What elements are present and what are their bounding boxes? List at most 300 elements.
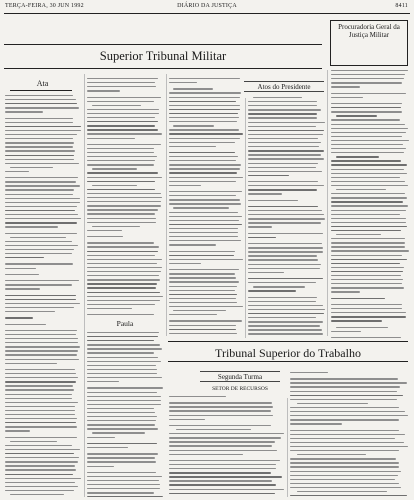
- text-line: [290, 382, 407, 383]
- procuradoria-heading: Procuradoria Geral da Justiça Militar: [338, 23, 400, 39]
- text-line: [169, 152, 235, 153]
- text-line: [5, 214, 78, 215]
- text-line: [5, 437, 77, 438]
- text-line: [5, 146, 73, 147]
- text-line: [176, 429, 251, 430]
- text-line: [87, 492, 154, 493]
- column-divider: [245, 98, 246, 338]
- text-line: [169, 320, 242, 321]
- text-line: [169, 199, 240, 200]
- text-line: [5, 478, 81, 479]
- text-line: [331, 181, 405, 182]
- text-line: [290, 479, 395, 480]
- text-line: [5, 163, 79, 164]
- text-line: [169, 306, 243, 307]
- text-line: [87, 304, 155, 305]
- text-line: [5, 268, 36, 269]
- text-line: [331, 263, 400, 264]
- text-line: [5, 181, 76, 182]
- text-line: [87, 181, 155, 182]
- text-line: [169, 480, 272, 481]
- text-line: [248, 233, 323, 234]
- text-line: [248, 309, 325, 310]
- text-line: [169, 454, 243, 455]
- text-line: [331, 119, 400, 120]
- text-line: [5, 338, 78, 339]
- text-line: [87, 472, 156, 473]
- text-line: [87, 246, 159, 247]
- text-line: [331, 201, 403, 202]
- text-line: [5, 465, 75, 466]
- text-line: [87, 263, 157, 264]
- text-line: [290, 487, 401, 488]
- text-line: [87, 125, 155, 126]
- text-line: [5, 189, 74, 190]
- text-line: [5, 288, 40, 289]
- text-line: [87, 82, 155, 83]
- text-line: [5, 410, 75, 411]
- text-line: [5, 198, 80, 199]
- text-line: [5, 171, 29, 172]
- text-line: [169, 460, 280, 461]
- text-line: [331, 312, 406, 313]
- text-line: [169, 113, 238, 114]
- text-line: [290, 399, 397, 400]
- text-line: [331, 193, 405, 194]
- text-line: [87, 275, 159, 276]
- text-line: [169, 281, 239, 282]
- text-line: [87, 357, 158, 358]
- text-line: [248, 126, 316, 127]
- text-line: [253, 286, 305, 287]
- text-line: [87, 292, 160, 293]
- text-line: [169, 97, 240, 98]
- text-line: [169, 168, 240, 169]
- text-line: [248, 329, 322, 330]
- section-title-tst: Tribunal Superior do Trabalho: [168, 341, 408, 362]
- column-divider: [287, 398, 288, 497]
- text-line: [87, 400, 161, 401]
- text-line: [331, 308, 402, 309]
- text-line: [248, 313, 324, 314]
- text-line: [5, 350, 78, 351]
- text-line: [5, 241, 72, 242]
- text-line: [5, 130, 81, 131]
- text-line: [87, 97, 161, 98]
- text-line: [169, 129, 239, 130]
- text-line: [248, 297, 317, 298]
- text-line: [290, 395, 403, 396]
- text-line: [248, 237, 276, 238]
- text-line: [87, 476, 162, 477]
- text-line: [169, 286, 237, 287]
- text-line: [248, 134, 323, 135]
- text-line: [169, 142, 235, 143]
- text-line: [5, 155, 74, 156]
- text-line: [169, 419, 205, 420]
- text-line: [5, 324, 46, 325]
- text-line: [169, 251, 235, 252]
- text-line: [169, 109, 240, 110]
- text-line: [87, 230, 122, 231]
- subhead-ata: Ata: [36, 79, 49, 88]
- text-line: [290, 446, 408, 447]
- text-line: [169, 117, 239, 118]
- text-line: [5, 257, 44, 258]
- text-line: [87, 404, 161, 405]
- text-line: [331, 255, 402, 256]
- text-line: [87, 396, 161, 397]
- text-line: [248, 185, 324, 186]
- text-line: [169, 433, 284, 434]
- text-line: [87, 480, 159, 481]
- text-line: [331, 111, 402, 112]
- text-line: [290, 483, 399, 484]
- text-line: [173, 207, 229, 208]
- text-line: [87, 420, 156, 421]
- text-line: [169, 476, 282, 477]
- text-line: [87, 300, 160, 301]
- text-line: [5, 111, 43, 112]
- text-line: [5, 159, 74, 160]
- text-line: [290, 466, 399, 467]
- text-line: [5, 150, 75, 151]
- text-line: [169, 138, 240, 139]
- text-line: [290, 372, 328, 373]
- text-line: [248, 333, 323, 334]
- text-line: [169, 277, 236, 278]
- text-line: [87, 369, 157, 370]
- text-line: [336, 327, 388, 328]
- text-line: [331, 93, 406, 94]
- text-line: [5, 299, 76, 300]
- text-line: [290, 407, 399, 408]
- text-line: [169, 425, 271, 426]
- text-line: [169, 269, 239, 270]
- text-line: [248, 272, 284, 273]
- text-line: [331, 197, 407, 198]
- text-line: [169, 181, 236, 182]
- text-line: [5, 177, 78, 178]
- text-line: [169, 314, 217, 315]
- text-line: [5, 474, 73, 475]
- text-line: [248, 193, 282, 194]
- text-line: [5, 354, 77, 355]
- text-line: [331, 250, 409, 251]
- text-line: [87, 201, 161, 202]
- text-line: [331, 97, 363, 98]
- text-line: [169, 290, 235, 291]
- text-line: [331, 173, 407, 174]
- text-line: [87, 222, 156, 223]
- text-line: [5, 346, 80, 347]
- text-line: [87, 287, 156, 288]
- text-line: [331, 226, 407, 227]
- text-line: [173, 125, 214, 126]
- text-line: [5, 381, 76, 382]
- text-line: [248, 181, 318, 182]
- text-line: [5, 482, 75, 483]
- text-line: [87, 408, 154, 409]
- text-line: [5, 253, 72, 254]
- text-line: [248, 282, 316, 283]
- text-line: [169, 212, 238, 213]
- text-line: [5, 226, 58, 227]
- text-line: [87, 361, 161, 362]
- text-line: [248, 154, 321, 155]
- text-line: [248, 222, 321, 223]
- text-line: [331, 316, 406, 317]
- text-line: [169, 445, 272, 446]
- text-line: [87, 144, 161, 145]
- text-line: [248, 317, 316, 318]
- text-line: [331, 271, 403, 272]
- text-line: [5, 122, 73, 123]
- text-line: [5, 280, 79, 281]
- text-line: [169, 160, 236, 161]
- text-line: [169, 396, 226, 397]
- text-line: [5, 138, 73, 139]
- text-line: [331, 107, 401, 108]
- text-line: [169, 232, 238, 233]
- text-line: [248, 247, 323, 248]
- text-line: [169, 415, 273, 416]
- text-line: [87, 373, 157, 374]
- text-line: [248, 138, 318, 139]
- text-column-2-lower: [87, 332, 163, 497]
- text-line: [87, 283, 157, 284]
- text-line: [169, 468, 276, 469]
- text-line: [290, 423, 342, 424]
- text-line: [248, 264, 321, 265]
- text-line: [87, 447, 128, 448]
- text-line: [331, 74, 405, 75]
- text-line: [5, 406, 75, 407]
- text-line: [331, 144, 403, 145]
- text-line: [290, 411, 405, 412]
- text-line: [5, 142, 74, 143]
- text-line: [87, 332, 159, 333]
- header-journal-title: DIÁRIO DA JUSTIÇA: [177, 3, 237, 9]
- text-line: [87, 437, 115, 438]
- text-line: [87, 133, 162, 134]
- text-line: [87, 377, 162, 378]
- text-line: [331, 148, 406, 149]
- text-line: [331, 210, 406, 211]
- text-line: [5, 342, 78, 343]
- text-line: [248, 130, 324, 131]
- text-line: [331, 291, 360, 292]
- text-line: [331, 230, 401, 231]
- text-line: [87, 160, 155, 161]
- text-line: [5, 418, 77, 419]
- text-line: [5, 334, 76, 335]
- text-line: [290, 475, 398, 476]
- text-line: [169, 164, 241, 165]
- text-line: [87, 78, 158, 79]
- text-line: [87, 314, 154, 315]
- text-line: [92, 432, 146, 433]
- text-line: [248, 226, 272, 227]
- text-line: [290, 415, 408, 416]
- text-line: [5, 486, 78, 487]
- text-line: [169, 236, 238, 237]
- text-line: [248, 255, 317, 256]
- text-line: [87, 412, 155, 413]
- text-line: [297, 454, 366, 455]
- text-line: [169, 191, 242, 192]
- text-line: [87, 213, 155, 214]
- text-line: [248, 171, 322, 172]
- text-column-4: [248, 97, 325, 337]
- text-line: [248, 200, 298, 201]
- text-line: [169, 259, 243, 260]
- text-line: [248, 259, 318, 260]
- text-line: [87, 152, 154, 153]
- text-line: [92, 226, 140, 227]
- text-line: [331, 185, 408, 186]
- text-line: [5, 263, 73, 264]
- text-line: [10, 167, 53, 168]
- text-line: [87, 242, 154, 243]
- text-line: [87, 308, 132, 309]
- text-line: [331, 124, 405, 125]
- text-line: [5, 426, 77, 427]
- text-line: [169, 220, 239, 221]
- text-line: [331, 242, 405, 243]
- subhead-atos-presidente: Atos do Presidente: [244, 81, 324, 92]
- text-line: [5, 445, 72, 446]
- text-line: [5, 126, 81, 127]
- ata-underline: [10, 90, 72, 91]
- text-line: [248, 218, 325, 219]
- text-line: [87, 457, 155, 458]
- text-line: [169, 224, 242, 225]
- header-rule: [4, 13, 410, 14]
- text-line: [331, 140, 409, 141]
- subhead-segunda-turma: Segunda Turma: [200, 371, 280, 382]
- text-line: [87, 443, 157, 444]
- text-line: [297, 491, 387, 492]
- text-line: [87, 101, 154, 102]
- text-line: [87, 381, 119, 382]
- text-line: [248, 321, 323, 322]
- text-line: [87, 336, 158, 337]
- column-divider: [327, 70, 328, 336]
- text-line: [169, 437, 281, 438]
- text-line: [87, 121, 158, 122]
- text-line: [169, 133, 243, 134]
- text-line: [173, 310, 226, 311]
- text-line: [290, 430, 399, 431]
- text-line: [5, 249, 74, 250]
- text-line: [87, 117, 155, 118]
- text-line: [290, 378, 398, 379]
- text-line: [5, 233, 77, 234]
- text-line: [5, 449, 80, 450]
- text-line: [248, 117, 317, 118]
- text-line: [5, 330, 77, 331]
- text-line: [5, 377, 78, 378]
- text-line: [331, 86, 360, 87]
- text-line: [87, 340, 154, 341]
- text-line: [336, 156, 379, 157]
- text-line: [290, 458, 396, 459]
- text-line: [331, 238, 405, 239]
- text-line: [248, 301, 316, 302]
- text-line: [248, 325, 320, 326]
- text-line: [331, 267, 404, 268]
- text-line: [248, 142, 321, 143]
- text-line: [5, 389, 74, 390]
- text-line: [169, 177, 243, 178]
- text-line: [331, 275, 401, 276]
- text-line: [169, 493, 275, 494]
- text-line: [169, 255, 234, 256]
- text-line: [5, 402, 78, 403]
- text-line: [248, 206, 318, 207]
- section-title-stm: Superior Tribunal Militar: [4, 44, 322, 69]
- text-line: [87, 255, 155, 256]
- subhead-setor-recursos: SETOR DE RECURSOS: [212, 386, 268, 392]
- text-line: [87, 271, 161, 272]
- text-line: [87, 156, 157, 157]
- text-line: [169, 101, 236, 102]
- text-line: [248, 109, 321, 110]
- text-line: [5, 414, 75, 415]
- text-line: [5, 99, 76, 100]
- text-line: [169, 228, 238, 229]
- text-line: [169, 240, 241, 241]
- text-line: [5, 222, 77, 223]
- text-line: [169, 472, 271, 473]
- text-line: [5, 206, 77, 207]
- text-line: [248, 105, 317, 106]
- text-line: [87, 197, 162, 198]
- text-line: [87, 352, 154, 353]
- column-divider: [84, 74, 85, 497]
- text-line: [5, 95, 73, 96]
- text-line: [169, 464, 276, 465]
- text-line: [87, 113, 159, 114]
- text-line: [87, 259, 162, 260]
- text-line: [331, 152, 404, 153]
- text-line: [290, 462, 399, 463]
- text-line: [87, 205, 161, 206]
- text-line: [290, 438, 395, 439]
- text-line: [87, 109, 159, 110]
- text-line: [169, 302, 237, 303]
- text-column-3: [169, 78, 243, 336]
- text-line: [331, 132, 406, 133]
- text-line: [87, 387, 163, 388]
- text-line: [331, 259, 407, 260]
- text-line: [331, 298, 385, 299]
- text-line: [169, 273, 235, 274]
- text-line: [5, 363, 57, 364]
- text-line: [331, 304, 402, 305]
- text-line: [5, 398, 72, 399]
- text-line: [248, 278, 323, 279]
- text-line: [297, 403, 368, 404]
- text-line: [336, 189, 386, 190]
- text-line: [248, 150, 324, 151]
- text-line: [87, 148, 154, 149]
- text-line: [5, 457, 79, 458]
- text-line: [331, 82, 402, 83]
- text-line: [331, 320, 382, 321]
- text-line: [87, 428, 158, 429]
